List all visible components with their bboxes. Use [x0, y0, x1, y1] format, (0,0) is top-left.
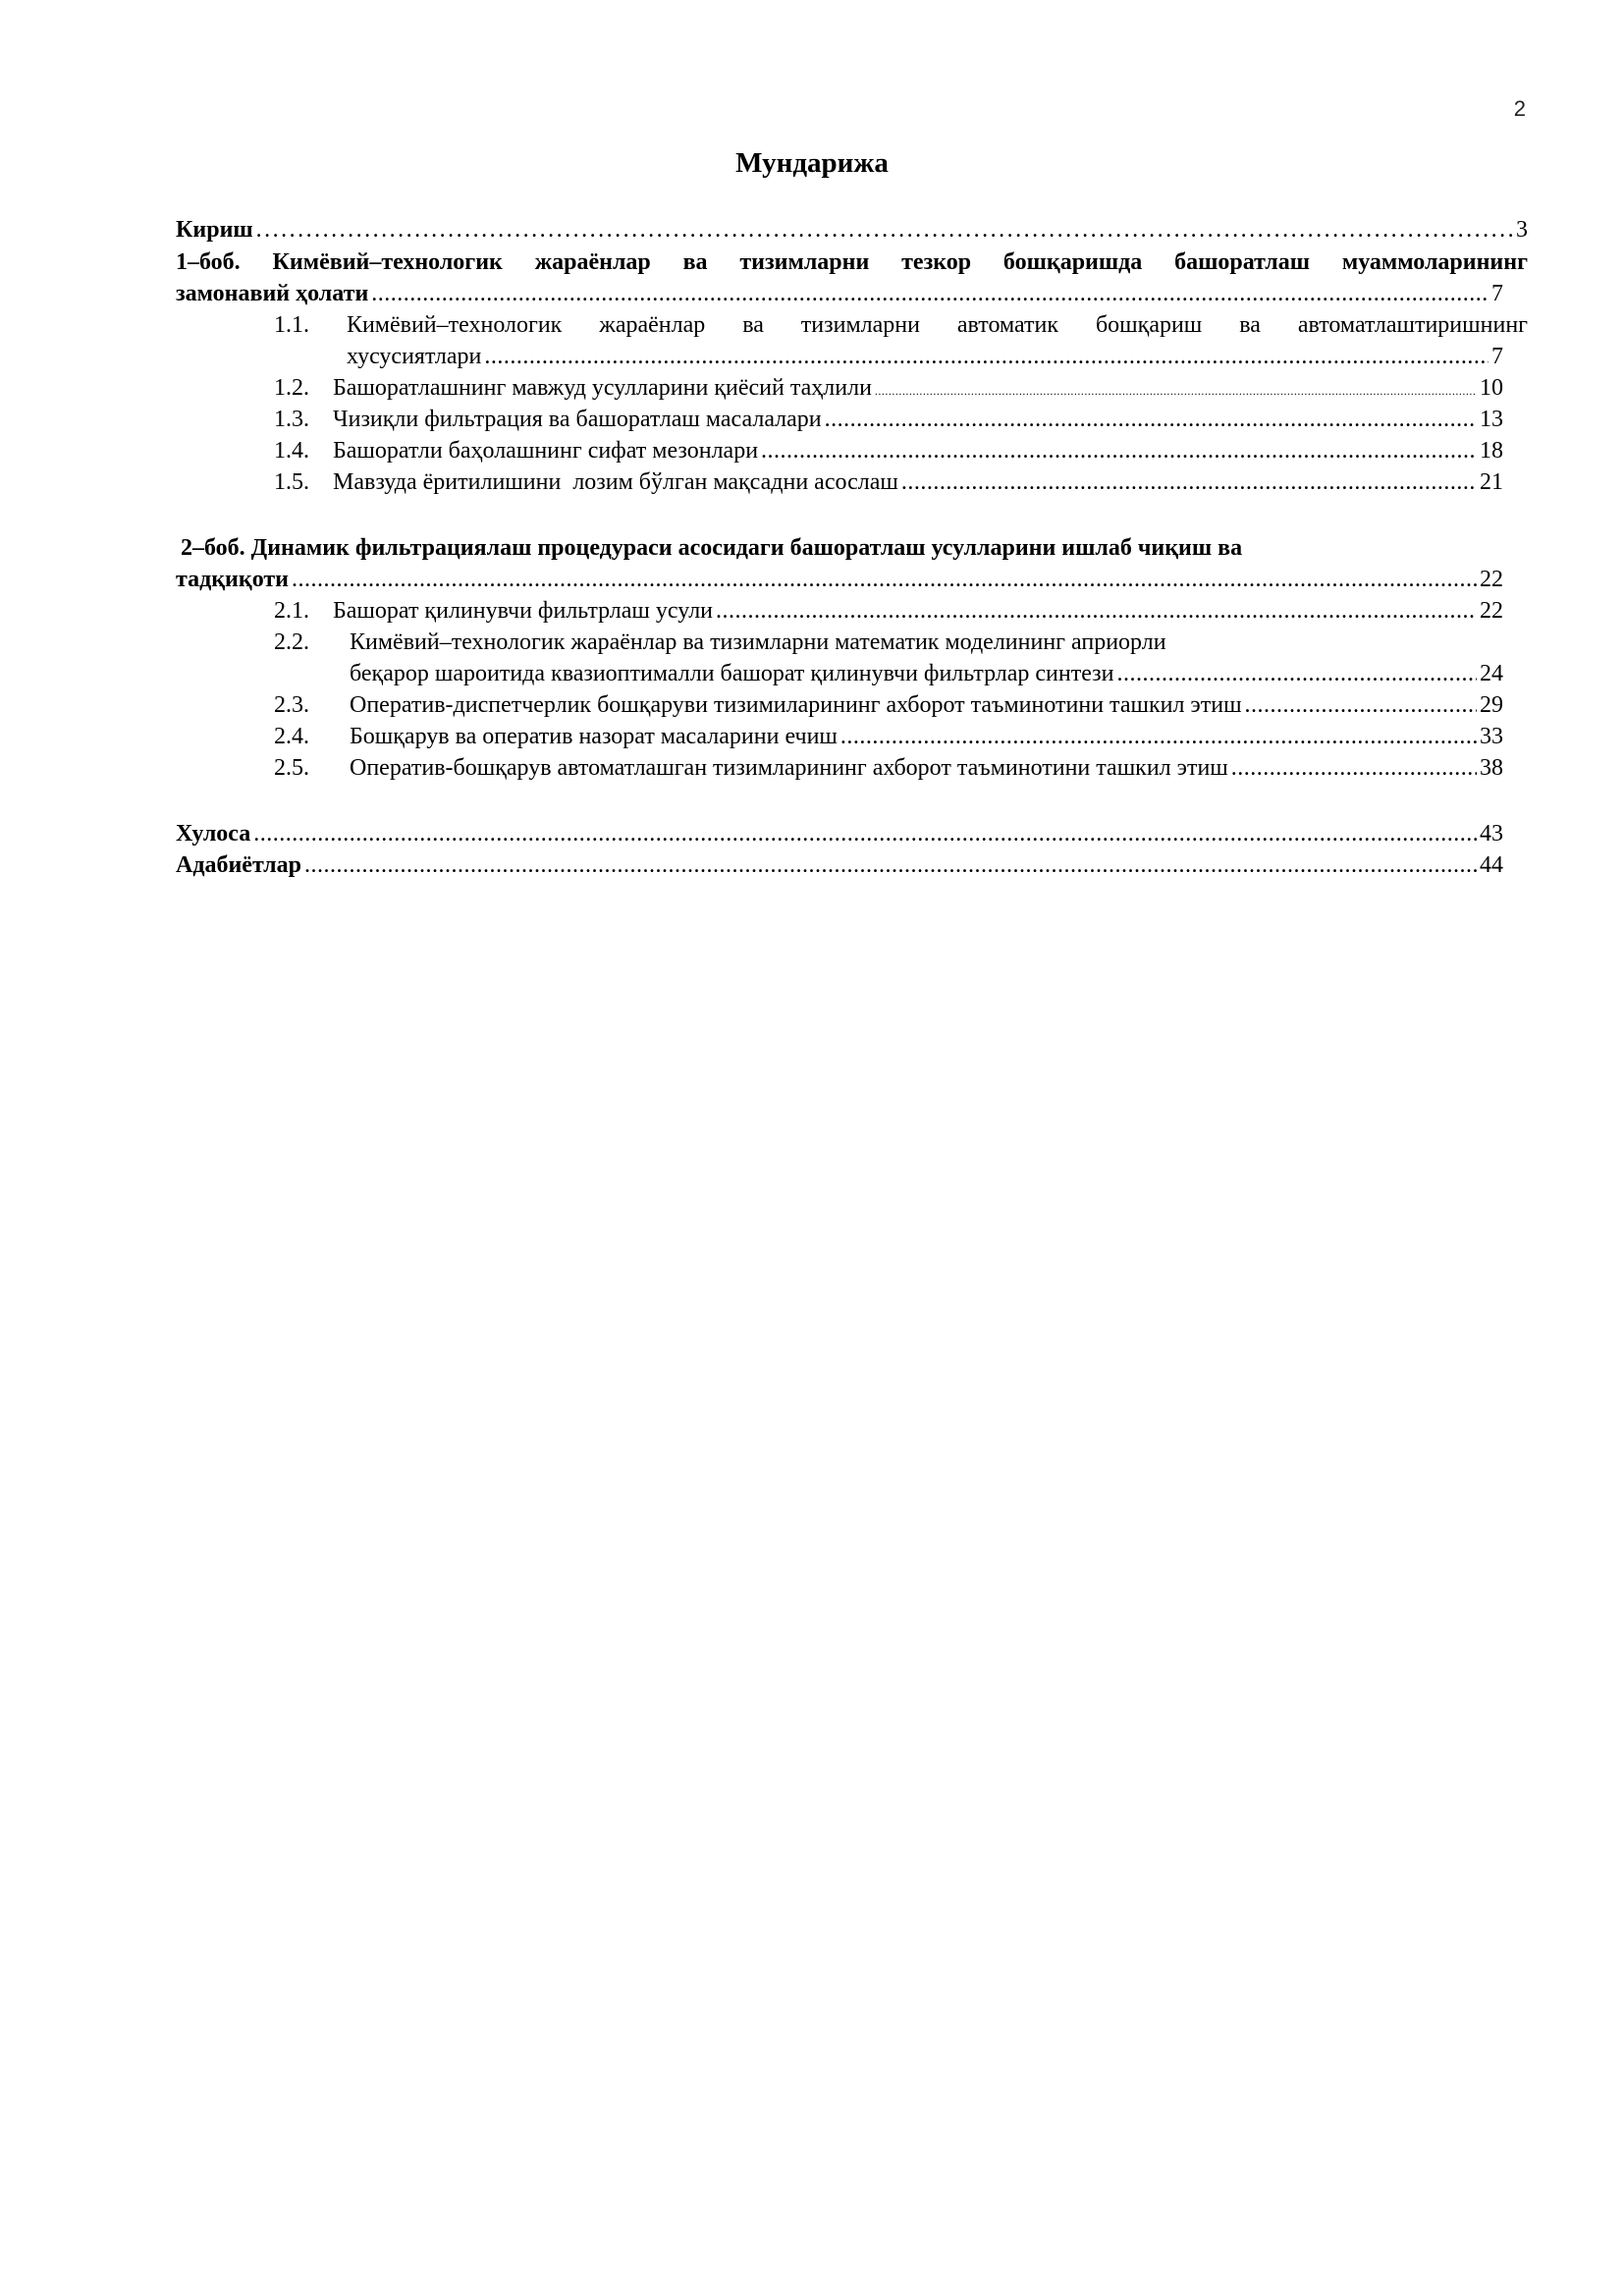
toc-entry-number: 1.4. — [274, 438, 309, 464]
dot-leader — [875, 375, 1477, 407]
toc-entry-number: 2.5. — [274, 755, 309, 781]
dot-leader — [825, 404, 1477, 435]
toc-entry-label: Башоратли баҳолашнинг сифат мезонлари — [333, 438, 759, 464]
toc-entry-page: 43 — [1480, 821, 1503, 847]
toc-entry-page: 44 — [1480, 852, 1503, 878]
toc-chapter-2-line1[interactable] — [181, 532, 1242, 564]
toc-section-2-4[interactable] — [274, 721, 1503, 752]
dot-leader — [1231, 752, 1477, 784]
dot-leader — [304, 849, 1477, 881]
toc-entry-label: Оператив-бошқарув автоматлашган тизимларининг ахборот таъминотини ташкил этиш — [350, 755, 1228, 781]
toc-entry-label: Оператив-диспетчерлик бошқаруви тизимиларининг ахборот таъминотини ташкил этиш — [350, 692, 1242, 718]
toc-section-1-3[interactable] — [274, 404, 1503, 435]
toc-entry-label: 1–боб. Кимёвий–технологик жараёнлар ва тизимларни тезкор бошқаришда башоратлаш муаммоларининг — [176, 249, 1528, 275]
dot-leader — [1245, 689, 1477, 721]
toc-entry-label: Кимёвий–технологик жараёнлар ва тизимларни математик моделининг априорли — [350, 629, 1166, 655]
dot-leader — [761, 435, 1477, 466]
toc-entry-label: Бошқарув ва оператив назорат масаларини ечиш — [350, 724, 838, 749]
toc-entry-page: 3 — [1516, 217, 1528, 243]
toc-entry-label: хусусиятлари — [347, 344, 482, 369]
toc-entry-page: 29 — [1480, 692, 1503, 718]
toc-entry-number: 1.3. — [274, 407, 309, 432]
toc-entry-number: 2.2. — [274, 629, 309, 655]
dot-leader — [716, 595, 1477, 627]
page-number: 2 — [1513, 96, 1526, 121]
toc-entry-label: беқарор шароитида квазиоптималли башорат қилинувчи фильтрлар синтези — [350, 661, 1114, 686]
toc-section-1-1[interactable] — [347, 341, 1503, 372]
dot-leader — [484, 341, 1489, 372]
toc-entry-label: Хулоса — [176, 821, 251, 847]
toc-entry-page: 18 — [1480, 438, 1503, 464]
toc-chapter-2[interactable] — [176, 564, 1503, 595]
toc-section-1-4[interactable] — [274, 435, 1503, 466]
toc-entry-page: 7 — [1491, 344, 1503, 369]
toc-entry-label: 2–боб. Динамик фильтрациялаш процедураси асосидаги башоратлаш усулларини ишлаб чиқиш ва — [181, 535, 1243, 561]
toc-section-2-1[interactable] — [274, 595, 1503, 627]
dot-leader — [292, 564, 1477, 595]
toc-entry-page: 10 — [1480, 375, 1503, 401]
toc-entry-label: Башорат қилинувчи фильтрлаш усули — [333, 598, 714, 624]
toc-entry-page: 38 — [1480, 755, 1503, 781]
toc-entry-label: тадқиқоти — [176, 567, 290, 592]
toc-entry-number: 2.1. — [274, 598, 309, 624]
toc-entry-label: Чизиқли фильтрация ва башоратлаш масалалари — [333, 407, 822, 432]
toc-entry-number: 2.4. — [274, 724, 309, 749]
toc-section-1-5[interactable] — [274, 466, 1503, 498]
toc-section-2-5[interactable] — [274, 752, 1503, 784]
toc-entry-intro[interactable] — [176, 214, 1528, 246]
dot-leader — [253, 818, 1477, 849]
toc-entry-number: 1.2. — [274, 375, 309, 401]
toc-entry-conclusion[interactable] — [176, 818, 1503, 849]
toc-title: Мундарижа — [735, 147, 889, 179]
dot-leader — [256, 214, 1513, 246]
toc-entry-label: 1.1. Кимёвий–технологик жараёнлар ва тизимларни автоматик бошқариш ва автоматлаштиришнинг — [274, 312, 1529, 338]
toc-section-2-2-line1[interactable] — [274, 627, 1503, 658]
dot-leader — [901, 466, 1477, 498]
toc-entry-page: 33 — [1480, 724, 1503, 749]
toc-section-1-2[interactable] — [274, 372, 1503, 407]
toc-entry-label: Мавзуда ёритилишини лозим бўлган мақсадни асослаш — [333, 469, 898, 495]
toc-entry-page: 21 — [1480, 469, 1503, 495]
dot-leader — [1117, 658, 1478, 689]
dot-leader — [840, 721, 1477, 752]
dot-leader — [371, 278, 1489, 309]
toc-entry-page: 13 — [1480, 407, 1503, 432]
toc-entry-page: 22 — [1480, 567, 1503, 592]
toc-entry-page: 22 — [1480, 598, 1503, 624]
toc-chapter-1-line1[interactable] — [176, 246, 1528, 278]
toc-entry-references[interactable] — [176, 849, 1503, 881]
toc-entry-label: Башоратлашнинг мавжуд усулларини қиёсий таҳлили — [333, 375, 872, 401]
toc-entry-label: Адабиётлар — [176, 852, 301, 878]
toc-section-2-3[interactable] — [274, 689, 1503, 721]
toc-section-1-1-line1[interactable] — [274, 309, 1528, 341]
toc-chapter-1[interactable] — [176, 278, 1503, 309]
toc-section-2-2[interactable] — [350, 658, 1503, 689]
toc-entry-page: 24 — [1480, 661, 1503, 686]
toc-entry-number: 2.3. — [274, 692, 309, 718]
toc-entry-page: 7 — [1491, 281, 1503, 306]
toc-entry-number: 1.5. — [274, 469, 309, 495]
toc-entry-label: Кириш — [176, 217, 253, 243]
toc-entry-label: замонавий ҳолати — [176, 281, 369, 306]
